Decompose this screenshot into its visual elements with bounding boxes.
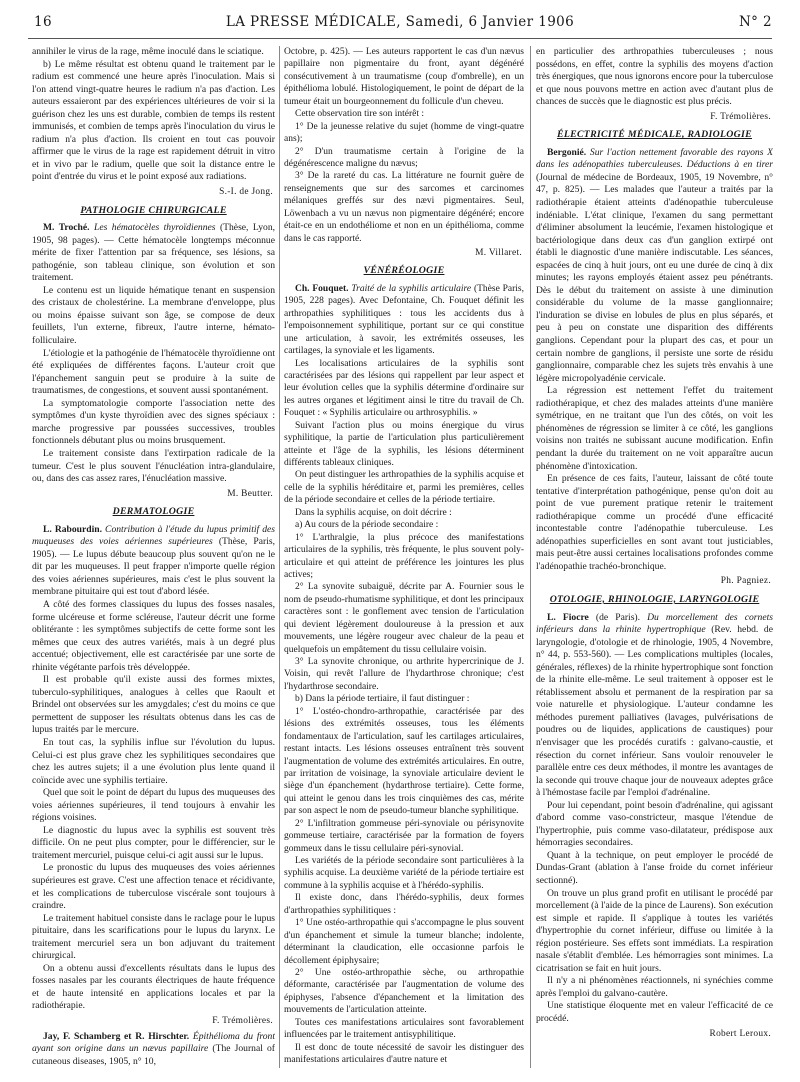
paragraph: annihiler le virus de la rage, même inoculé dans le sciatique.: [32, 46, 264, 57]
paragraph: Il est donc de toute nécessité de savoir les distinguer des manifestations articulaires d'autre nature et: [284, 1042, 524, 1065]
review-author: Ch. Fouquet.: [295, 283, 349, 294]
paragraph: Une statistique éloquente met en valeur l'efficacité de ce procédé.: [536, 1000, 773, 1025]
paragraph: b) Le même résultat est obtenu quand le traitement par le radium est commencé une heure après l'inoculation. Mais si l'on attend vingt-quatre heures le radium n'a pas d'action. Les auteurs essaieront par des expériences ultérieures de voir si la guérison chez les uns est durable, combien de temps ils restent immunisés, et combien de temps après l'inoculation du virus le radium n'a plus d'action. Ils croient en tout cas pouvoir affirmer que le virus de la rage est rapidement détruit in vitro et in vivo par le radium, quelle que soit la distance entre le point d'entrée du virus et le point exposé aux radiations.: [32, 58, 275, 183]
review-entry: [536, 612, 773, 800]
column-divider: [279, 46, 280, 1068]
paragraph: Dans la syphilis acquise, on doit décrire :: [295, 507, 452, 518]
issue-number: N° 2: [738, 14, 772, 30]
paragraph: en particulier des arthropathies tuberculeuses ; nous possédons, en effet, contre la syphilis des moyens d'action très énergiques, que nous ignorons encore pour la tuberculose et que nous pouvons mettre en action avec d'autant plus de chances de succès que le diagnostic est plus précis.: [536, 46, 773, 108]
section-heading: OTOLOGIE, RHINOLOGIE, LARYNGOLOGIE: [549, 593, 760, 605]
column-divider: [530, 46, 531, 1068]
paragraph: On trouve un plus grand profit en utilisant le procédé par morcellement (à l'aide de la pince de Laurens). Son exécution est simple et rapide. Il s'applique à toutes les variétés d'hypertrophie du cornet inférieur, diffuse ou limitée à la région postérieure. Ses effets sont immédiats. La respiration nasale s'établit d'emblée. Les hémorragies sont minimes. La cicatrisation se fait en huit jours.: [536, 887, 773, 974]
paragraph: La régression est nettement l'effet du traitement radiothérapique, et chez des malades atteints d'une manière symétrique, en ne traitant que l'un des côtés, on voit les phénomènes de régression se limiter à ce côté, les ganglions voisins non traités ne subissant aucune modification. Enfin pendant la durée du traitement on ne voit apparaître aucun phénomène d'intoxication.: [536, 385, 773, 472]
review-title: Les hématocèles thyroïdiennes: [94, 222, 216, 234]
paragraph: 1° L'arthralgie, la plus précoce des manifestations articulaires de la syphilis, très fréquente, le plus souvent poly-articulaire et qui atteint de préférence les jointures les plus actives;: [284, 532, 524, 580]
header-rule: [28, 38, 772, 39]
paragraph: Quant à la technique, on peut employer le procédé de Dundas-Grant (ablation à l'anse froide du cornet inférieur sectionné).: [536, 849, 773, 886]
paragraph: b) Dans la période tertiaire, il faut distinguer :: [295, 694, 470, 705]
paragraph: (Rev. hebd. de laryngologie, d'otologie et de rhinologie, 1905, 4 Novembre, n° 44, p. 553-560). — Les complications multiples (locales, générales, réflexes) de la rhinite hypertrophique sont fonction de la rhinite elle-même. Le seul traitement à opposer est le rétablissement absolu et permanent de la respiration par sa voie naturelle et physiologique. L'auteur condamne les méthodes purement palliatives (lavages, pulvérisations de poudres ou de liquides, applications de caustiques) pour n'envisager que les procédés curatifs : galvano-caustie, et résection du cornet inférieur. Sans vouloir renouveler le parallèle entre ces deux méthodes, il montre les avantages de la seconde qui trouve chaque jour de nouveaux adeptes grâce à l'hémostase facile par l'emploi d'adrénaline.: [536, 624, 773, 799]
paragraph: 2° Une ostéo-arthropathie sèche, ou arthropathie déformante, caractérisée par l'augmentation de volume des épiphyses, l'absence d'épanchement et la limitation des mouvements de l'articulation atteinte.: [284, 967, 524, 1016]
review-title: Épithélioma du front ayant son origine dans un nævus papillaire: [32, 1030, 275, 1055]
paragraph: Le pronostic du lupus des muqueuses des voies aériennes supérieures est grave. C'est une affection tenace et récidivante, et les complications de tuberculose viscérale sont toujours à craindre.: [32, 862, 275, 912]
review-author: L. Fiocre: [547, 611, 589, 623]
paragraph: Cette observation tire son intérêt :: [295, 109, 425, 120]
paragraph: On a obtenu aussi d'excellents résultats dans le lupus des fosses nasales par les courants électriques de haute fréquence et de haute intensité en applications locales et par la radiothérapie.: [32, 962, 275, 1012]
paragraph: L'étiologie et la pathogénie de l'hématocèle thyroïdienne ont été expliquées de différentes façons. L'auteur croit que l'épanchement sanguin peut se produire à la suite de traumatismes, de congestions, et souvent aussi spontanément.: [32, 347, 275, 397]
paragraph: A côté des formes classiques du lupus des fosses nasales, forme ulcéreuse et forme scléreuse, l'auteur décrit une forme oblitérante : les symptômes subjectifs de cette forme sont les mêmes que ceux des autres variétés, mais à un degré plus accentué; objectivement, elle est caractérisée par une sorte de rhinite végétante parfois très développée.: [32, 598, 275, 673]
paragraph: (Journal de médecine de Bordeaux, 1905, 19 Novembre, n° 47, p. 825). — Les malades que l'auteur a traités par la radiothérapie étaient atteints d'adénopathie tuberculeuse indéniable. L'état clinique, l'examen du sang permettant d'éliminer absolument la leucémie, l'examen histologique et bactériologique dans deux cas d'un ganglion extirpé ont établi le diagnostic d'une manière indiscutable. Les séances, espacées de cinq à huit jours, ont eu une durée de cinq à dix minutes; les rayons employés étaient assez peu pénétrants. Dès le début du traitement on assiste à une diminution considérable du volume de la masse ganglionnaire; l'induration se divise en lobules de plus en plus séparés, et peu à peu on constate une disparition des différents ganglions. Cependant pour la plupart des cas, et pour un certain nombre de ganglions, il persiste une sorte de résidu ganglionnaire, comparable chez les sujets très envahis à une légère micropolyadénie cervicale.: [536, 171, 773, 384]
paragraph: Les localisations articulaires de la syphilis sont caractérisées par des lésions qui rappellent par leur aspect et leur évolution celles que la syphilis détermine d'ordinaire sur les autres organes et légitiment ainsi le titre du travail de Ch. Fouquet : « Syphilis articulaire ou arthrosyphilis. »: [284, 358, 524, 419]
paragraph: Pour lui cependant, point besoin d'adrénaline, qui agissant d'abord comme vaso-constricteur, masque l'étendue de l'hypertrophie, puis comme vaso-dilatateur, prédispose aux hémorragies secondaires.: [536, 799, 773, 849]
review-entry: [32, 1031, 275, 1069]
review-author-origin: (de Paris).: [595, 611, 641, 623]
review-entry: [284, 283, 524, 358]
paragraph: 3° De la rareté du cas. La littérature ne fournit guère de renseignements que sur des sarcomes et carcinomes mélaniques greffés sur des nævi pigmentaires. Seul, Löwenbach a vu un nævus non pigmentaire dégénéré; encore était-ce en un endothéliome et non en un épithélioma, comme dans le cas rapporté.: [284, 171, 524, 244]
column-2: [284, 46, 524, 1074]
section-heading: PATHOLOGIE CHIRURGICALE: [80, 204, 227, 216]
review-entry: [536, 147, 773, 385]
paragraph: Octobre, p. 425). — Les auteurs rapportent le cas d'un nævus papillaire non pigmentaire du front, ayant dégénéré consécutivement à un traumatisme (coup d'ombrelle), en un épithélioma lobulé. Histologiquement, le point de départ de la tumeur était un bourgeonnement du follicule d'un cheveu.: [284, 47, 524, 107]
section-heading: ÉLECTRICITÉ MÉDICALE, RADIOLOGIE: [557, 129, 752, 141]
paragraph: 2° D'un traumatisme certain à l'origine de la dégénérescence maligne du nævus;: [284, 146, 524, 169]
review-entry: [32, 524, 275, 599]
author-signature: S.-I. de Jong.: [219, 187, 273, 198]
review-author: Bergonié.: [547, 146, 587, 158]
paragraph: 1° L'ostéo-chondro-arthropathie, caractérisée par des lésions des extrémités osseuses, tous les éléments fondamentaux de l'articulation, sauf les cartilages articulaires, restant intacts. Les lésions osseuses entraînent très souvent l'augmentation de volume des extrémités articulaires. En outre, par irritation de voisinage, la synoviale articulaire devient le siège d'un épanchement (hydarthrose tertiaire). Cette forme, qui atteint le genou dans les trois cinquièmes des cas, mérite par son aspect le nom de pseudo-tumeur blanche syphilitique.: [284, 706, 524, 817]
paragraph: Le traitement consiste dans l'extirpation radicale de la tumeur. C'est le plus souvent l'énucléation intra-glandulaire, ou, dans des cas assez rares, l'énucléation massive.: [32, 447, 275, 485]
journal-title: LA PRESSE MÉDICALE, Samedi, 6 Janvier 1906: [225, 14, 575, 30]
paragraph: 3° La synovite chronique, ou arthrite hypercrinique de J. Voisin, qui revêt l'allure de l'hydarthrose chronique; c'est l'hydarthrose secondaire.: [284, 657, 524, 692]
paragraph: 2° La synovite subaiguë, décrite par A. Fournier sous le nom de pseudo-rhumatisme syphilitique, et dont les principaux caractères sont : le gonflement avec tension de l'articulation qui devient légèrement douloureuse à la pression et aux mouvements, une légère rougeur avec chaleur de la peau et quelquefois un empâtement du tissu cellulaire voisin.: [284, 582, 524, 655]
paragraph: (Thèse, Lyon, 1905, 98 pages). — Cette hématocèle longtemps méconnue mérite de fixer l'attention par sa fréquence, ses lésions, sa pathogénie, son tableau clinique, son évolution et son traitement.: [32, 222, 275, 284]
section-heading: DERMATOLOGIE: [112, 506, 195, 518]
paragraph: Il est probable qu'il existe aussi des formes mixtes, tuberculo-syphilitiques, analogues à celles que Raoult et Brindel ont observées sur les amygdales; c'est du moins ce que permettent de supposer les résultats obtenus dans les cas de lupus traités par le mercure.: [32, 674, 275, 736]
author-signature: Ph. Pagniez.: [720, 576, 771, 587]
review-title: Sur l'action nettement favorable des rayons X dans les adénopathies tuberculeuses. Déductions à en tirer: [536, 146, 773, 171]
paragraph: 1° Une ostéo-arthropathie qui s'accompagne le plus souvent d'un épanchement et simule la tumeur blanche; indolente, déterminant la claudication, elle occasionne parfois le décollement épiphysaire;: [284, 918, 524, 966]
review-entry: [32, 222, 275, 285]
page-number: 16: [34, 14, 52, 30]
paragraph: Suivant l'action plus ou moins énergique du virus syphilitique, la partie de l'articulation plus particulièrement atteinte et l'âge de la syphilis, les lésions déterminent différents tableaux cliniques.: [284, 420, 524, 468]
paragraph: Il existe donc, dans l'hérédo-syphilis, deux formes d'arthropathies syphilitiques :: [284, 893, 524, 916]
review-author: L. Rabourdin.: [43, 523, 103, 535]
review-author: M. Troché.: [43, 222, 90, 234]
paragraph: Les variétés de la période secondaire sont particulières à la syphilis acquise. La deuxième variété de la période tertiaire est commune à la syphilis acquise et à l'hérédo-syphilis.: [284, 856, 524, 891]
paragraph: a) Au cours de la période secondaire :: [295, 520, 439, 531]
column-3: [536, 46, 773, 1074]
paragraph: 2° L'infiltration gommeuse péri-synoviale ou périsynovite gommeuse tertiaire, caractérisée par la formation de foyers gommeux dans le tissu cellulaire péri-synovial.: [284, 818, 524, 854]
paragraph: En présence de ces faits, l'auteur, laissant de côté toute tentative d'interprétation pathogénique, pense qu'on doit au point de vue purement pratique retenir le traitement radiothérapique comme un procédé d'une efficacité incontestable contre l'adénopathie tuberculeuse. Les adénopathies superficielles en sont avant tout justiciables, mais peut-être aussi certaines localisations profondes comme l'adénopathie trachéo-bronchique.: [536, 473, 773, 572]
paragraph: Quel que soit le point de départ du lupus des muqueuses des voies aériennes supérieures, il tend toujours à envahir les régions voisines.: [32, 787, 275, 824]
paragraph: 1° De la jeunesse relative du sujet (homme de vingt-quatre ans);: [284, 121, 524, 145]
paragraph: La symptomatologie comporte l'association nette des symptômes d'un kyste thyroïdien avec des signes spéciaux : marche progressive par poussées successives, troubles fonctionnels débutant plus ou moins brusquement.: [32, 397, 275, 447]
review-title: Contribution à l'étude du lupus primitif des muqueuses des voies aériennes supérieures: [32, 523, 275, 548]
paragraph: On peut distinguer les arthropathies de la syphilis acquise et celle de la syphilis héréditaire et, parmi les premières, celles de la période secondaire et celles de la période tertiaire.: [284, 470, 524, 506]
author-signature: M. Villaret.: [475, 248, 522, 258]
paragraph: Il n'y a ni phénomènes réactionnels, ni synéchies comme après l'emploi du galvano-cautère.: [536, 975, 773, 999]
paragraph: (The Journal of cutaneous diseases, 1905, n° 10,: [32, 1043, 275, 1067]
paragraph: Le contenu est un liquide hématique tenant en suspension des cristaux de cholestérine. La membrane d'enveloppe, plus ou moins épaisse suivant son âge, se compose de deux feuillets, l'un externe, fibreux, l'autre interne, hémato-folliculaire.: [32, 284, 275, 347]
paragraph: (Thèse Paris, 1905, 228 pages). Avec Defontaine, Ch. Fouquet définit les arthropathies syphilitiques : tous les accidents dus à l'empoisonnement syphilitique, portant sur ce qui constitue une articulation, à savoir, les extrémités osseuses, les cartilages, la synoviale et les ligaments.: [284, 283, 524, 357]
author-signature: F. Trémolières.: [212, 1016, 273, 1027]
column-1: [32, 46, 275, 1074]
paragraph: En tout cas, la syphilis influe sur l'évolution du lupus. Celui-ci est plus grave chez les syphilitiques secondaires que chez les autres sujets; il a une évolution plus lente quand il coïncide avec une syphilis tertiaire.: [32, 736, 275, 786]
author-signature: Robert Leroux.: [709, 1028, 771, 1039]
page-header: [28, 14, 772, 34]
author-signature: M. Beutter.: [227, 488, 273, 499]
review-title: Du morcellement des cornets inférieurs dans la rhinite hypertrophique: [536, 611, 773, 636]
paragraph: Toutes ces manifestations articulaires sont favorablement influencées par le traitement antisyphilitique.: [284, 1017, 524, 1041]
paragraph: (Thèse, Paris, 1905). — Le lupus débute beaucoup plus souvent qu'on ne le dit par les muqueuses. Il peut frapper n'importe quelle région des voies aériennes supérieures, mais c'est le plus souvent la membrane pituitaire qui est tout d'abord lésée.: [32, 536, 275, 598]
section-heading: VÉNÉRÉOLOGIE: [363, 265, 445, 277]
author-signature: F. Trémolières.: [710, 111, 771, 122]
paragraph: Le diagnostic du lupus avec la syphilis est souvent très difficile. On ne peut plus compter, pour le différencier, sur le traitement mercuriel, puisque celui-ci agit aussi sur le lupus.: [32, 824, 275, 861]
paragraph: Le traitement habituel consiste dans le raclage pour le lupus pituitaire, dans les scarifications pour le lupus du larynx. Le traitement mercuriel sera un bon adjuvant du traitement chirurgical.: [32, 912, 275, 962]
review-author: Jay, F. Schamberg et R. Hirschter.: [43, 1030, 190, 1042]
review-title: Traité de la syphilis articulaire: [351, 283, 472, 294]
